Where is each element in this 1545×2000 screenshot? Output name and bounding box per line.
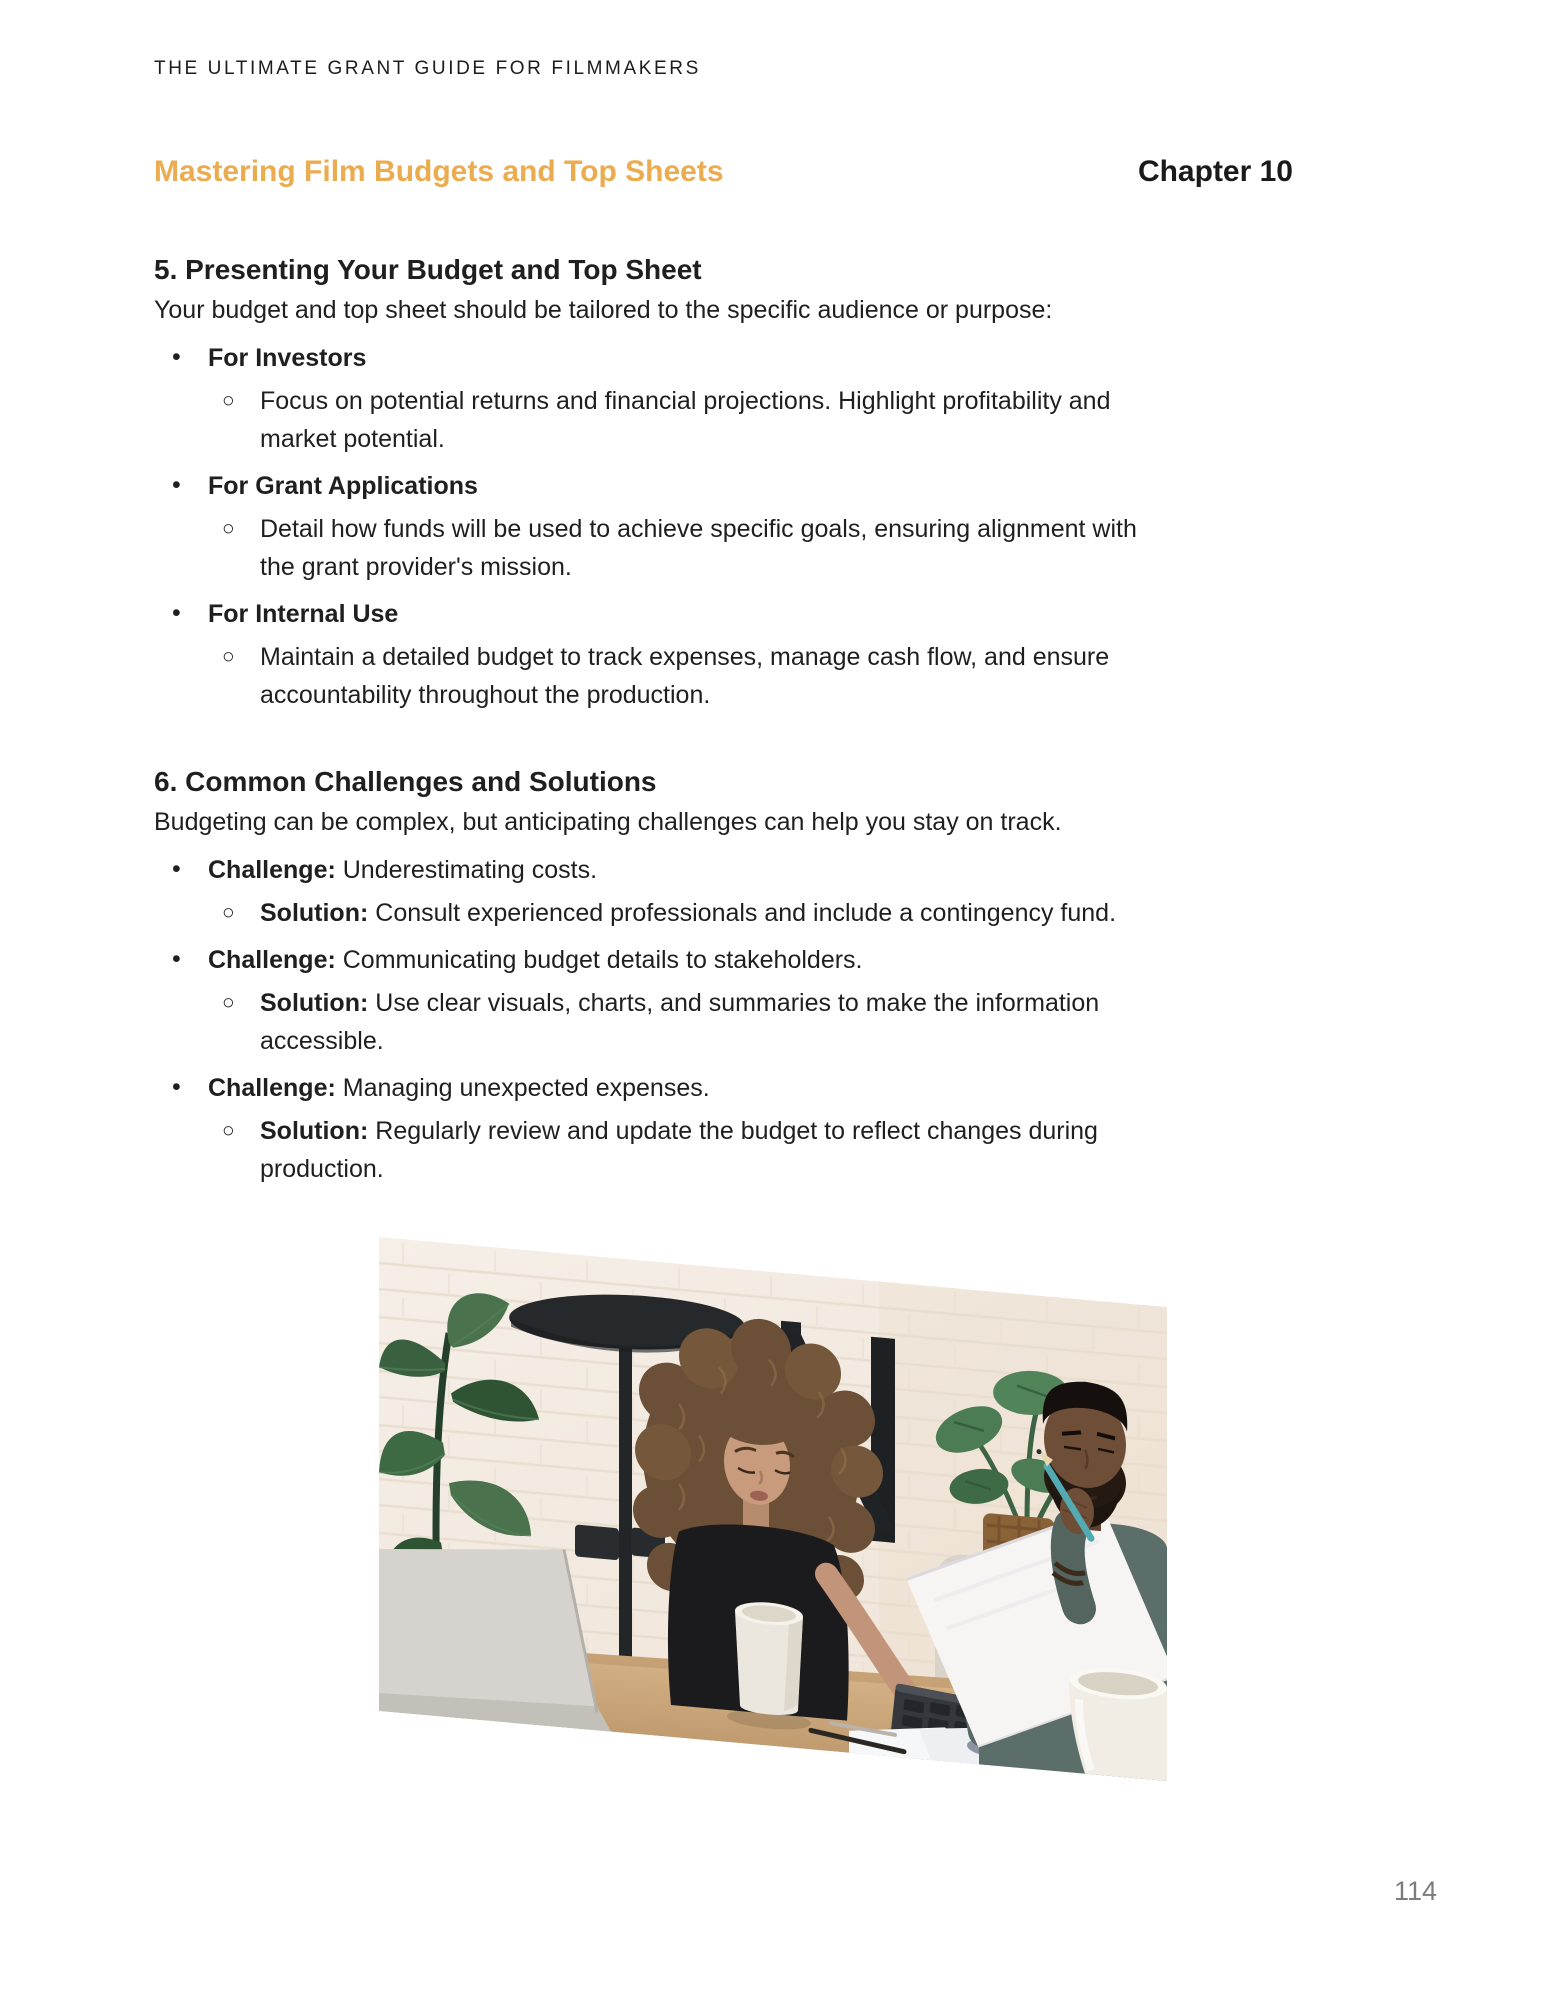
section-5-list <box>154 338 1159 714</box>
list-subitem <box>154 984 1159 1060</box>
solution-text: Consult experienced professionals and include a contingency fund. <box>375 899 1117 927</box>
circle-marker: ○ <box>222 991 235 1014</box>
challenge-label: Challenge: <box>208 856 336 884</box>
section-6-list <box>154 850 1159 1188</box>
chapter-title: Mastering Film Budgets and Top Sheets <box>154 155 724 188</box>
list-item <box>154 594 1159 634</box>
page-number: 114 <box>1393 1876 1437 1906</box>
solution-label: Solution: <box>260 899 369 927</box>
list-item-title: For Internal Use <box>208 600 399 628</box>
bullet-marker: • <box>172 471 181 499</box>
bullet-marker: • <box>172 599 181 627</box>
solution-label: Solution: <box>260 1117 369 1145</box>
list-subitem <box>154 382 1159 458</box>
list-item <box>154 850 1159 890</box>
photo-couple-budgeting <box>379 1237 1167 1781</box>
solution-text: Use clear visuals, charts, and summaries to make the information accessible. <box>260 989 1100 1055</box>
bullet-marker: • <box>172 855 181 883</box>
bullet-marker: • <box>172 1073 181 1101</box>
large-cup <box>1069 1664 1167 1781</box>
circle-marker: ○ <box>222 517 235 540</box>
list-item <box>154 466 1159 506</box>
section-6-heading: 6. Common Challenges and Solutions <box>154 766 657 797</box>
circle-marker: ○ <box>222 645 235 668</box>
page-content <box>154 250 1159 1188</box>
challenge-text: Underestimating costs. <box>342 856 598 884</box>
list-item-title: For Investors <box>208 344 367 372</box>
section-6-intro: Budgeting can be complex, but anticipating challenges can help you stay on track. <box>154 808 1062 836</box>
circle-marker: ○ <box>222 1119 235 1142</box>
list-subitem-text: Detail how funds will be used to achieve specific goals, ensuring alignment with the grant provider's mission. <box>260 515 1137 581</box>
list-item <box>154 338 1159 378</box>
bullet-marker: • <box>172 343 181 371</box>
list-item <box>154 1068 1159 1108</box>
list-subitem-text: Maintain a detailed budget to track expenses, manage cash flow, and ensure accountability throughout the production. <box>260 643 1110 709</box>
challenge-label: Challenge: <box>208 946 336 974</box>
circle-marker: ○ <box>222 901 235 924</box>
solution-text: Regularly review and update the budget to reflect changes during production. <box>260 1117 1098 1183</box>
chapter-heading-row <box>154 152 1293 192</box>
list-subitem <box>154 1112 1159 1188</box>
list-item <box>154 940 1159 980</box>
solution-label: Solution: <box>260 989 369 1017</box>
list-subitem <box>154 638 1159 714</box>
bullet-marker: • <box>172 945 181 973</box>
list-item-title: For Grant Applications <box>208 472 478 500</box>
circle-marker: ○ <box>222 389 235 412</box>
list-subitem <box>154 894 1159 932</box>
chapter-number-label: Chapter 10 <box>1137 155 1293 188</box>
section-5-heading: 5. Presenting Your Budget and Top Sheet <box>154 254 702 285</box>
challenge-text: Managing unexpected expenses. <box>342 1074 710 1102</box>
challenge-text: Communicating budget details to stakeholders. <box>342 946 863 974</box>
list-subitem <box>154 510 1159 586</box>
challenge-label: Challenge: <box>208 1074 336 1102</box>
running-header: THE ULTIMATE GRANT GUIDE FOR FILMMAKERS <box>154 58 701 79</box>
section-5-intro: Your budget and top sheet should be tailored to the specific audience or purpose: <box>154 296 1053 324</box>
list-subitem-text: Focus on potential returns and financial projections. Highlight profitability and market potential. <box>260 387 1111 453</box>
